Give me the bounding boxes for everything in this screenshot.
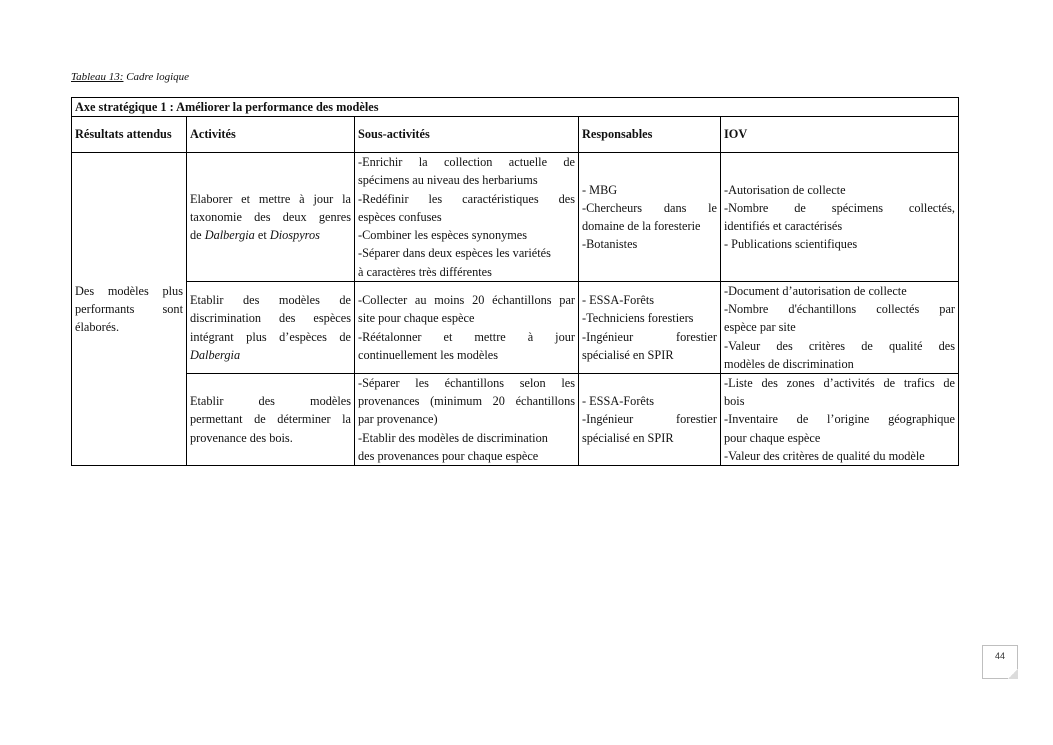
activity-cell: Etablir des modèles de discrimination des espèces intégrant plus d’espèces de Dalbergia	[187, 282, 355, 374]
table-row	[72, 282, 959, 374]
subactivity-cell: -Séparer les échantillons selon les provenances (minimum 20 échantillons par provenance) -Etablir des modèles de discrimination des provenances pour chaque espèce	[355, 374, 579, 466]
page-curl-icon	[1008, 669, 1018, 679]
subactivity-cell: -Enrichir la collection actuelle de spécimens au niveau des herbariums -Redéfinir les caractéristiques des espèces confuses -Combiner les espèces synonymes -Séparer dans deux espèces les variétés à caractères très différentes	[355, 153, 579, 282]
table-row	[72, 374, 959, 466]
responsables-cell: - ESSA-Forêts -Techniciens forestiers -Ingénieur forestier spécialisé en SPIR	[579, 282, 721, 374]
iov-cell: -Document d’autorisation de collecte -Nombre d'échantillons collectés par espèce par site -Valeur des critères de qualité des modèles de discrimination	[721, 282, 959, 374]
table-row	[72, 153, 959, 282]
page-number	[982, 645, 1018, 679]
header-iov: IOV	[721, 117, 959, 153]
result-cell: Des modèles plus performants sont élaborés.	[72, 153, 187, 466]
iov-cell: -Liste des zones d’activités de trafics de bois -Inventaire de l’origine géographique pour chaque espèce -Valeur des critères de qualité du modèle	[721, 374, 959, 466]
subactivity-cell: -Collecter au moins 20 échantillons par site pour chaque espèce -Réétalonner et mettre à jour continuellement les modèles	[355, 282, 579, 374]
header-subactivities: Sous-activités	[355, 117, 579, 153]
logical-framework-table	[71, 97, 959, 466]
axis-title: Axe stratégique 1 : Améliorer la performance des modèles	[72, 98, 959, 117]
caption-label: Tableau 13:	[71, 71, 124, 83]
header-responsables: Responsables	[579, 117, 721, 153]
iov-cell: -Autorisation de collecte -Nombre de spécimens collectés, identifiés et caractérisés - Publications scientifiques	[721, 153, 959, 282]
activity-cell: Etablir des modèles permettant de déterminer la provenance des bois.	[187, 374, 355, 466]
caption-title: Cadre logique	[126, 71, 190, 83]
table-caption	[71, 71, 189, 83]
header-results: Résultats attendus	[72, 117, 187, 153]
responsables-cell: - ESSA-Forêts -Ingénieur forestier spécialisé en SPIR	[579, 374, 721, 466]
page-number-text: 44	[994, 651, 1005, 661]
header-activities: Activités	[187, 117, 355, 153]
activity-cell: Elaborer et mettre à jour la taxonomie des deux genres de Dalbergia et Diospyros	[187, 153, 355, 282]
responsables-cell: - MBG -Chercheurs dans le domaine de la foresterie -Botanistes	[579, 153, 721, 282]
header-row	[72, 117, 959, 153]
